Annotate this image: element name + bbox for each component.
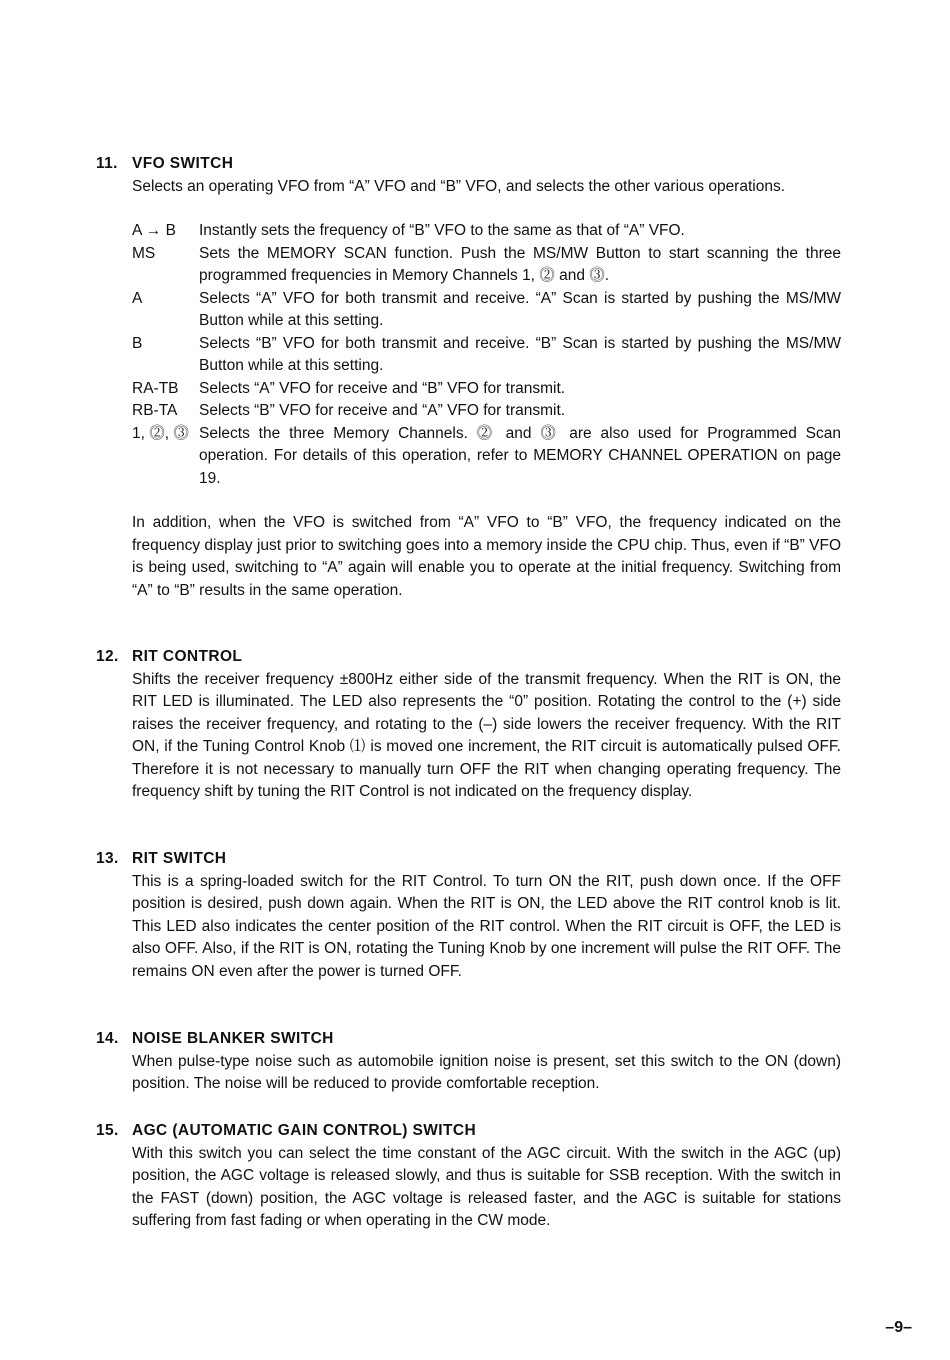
option-row: [132, 288, 841, 333]
section-heading: [96, 646, 841, 669]
option-row: [132, 423, 841, 491]
option-list: [132, 220, 841, 490]
section-paragraph: When pulse-type noise such as automobile ignition noise is present, set this switch to the ON (down) position. The noise will be reduced to provide comfortable reception.: [132, 1052, 841, 1092]
option-key: RA-TB: [132, 379, 179, 397]
option-row: [132, 243, 841, 288]
section-rit-control: [96, 646, 841, 804]
option-description: Selects “A” VFO for receive and “B” VFO for transmit.: [199, 379, 566, 397]
option-description: Sets the MEMORY SCAN function. Push the MS/MW Button to start scanning the three programmed frequencies in Memory Channels 1, ⓶ and ⓷.: [199, 244, 841, 284]
option-description: Selects “A” VFO for both transmit and receive. “A” Scan is started by pushing the MS/MW Button while at this setting.: [199, 289, 841, 329]
page-number: –9–: [885, 1319, 912, 1336]
option-key: A → B: [132, 222, 176, 239]
option-key: A: [132, 289, 143, 307]
section-body: [132, 1143, 841, 1233]
section-title: NOISE BLANKER SWITCH: [132, 1030, 334, 1047]
section-vfo-switch: [96, 153, 841, 602]
section-title: RIT CONTROL: [132, 648, 243, 665]
section-agc-switch: [96, 1120, 841, 1233]
option-row: [132, 333, 841, 378]
option-key: RB-TA: [132, 402, 178, 419]
option-row: [132, 220, 841, 243]
section-paragraph: With this switch you can select the time constant of the AGC circuit. With the switch in the AGC (up) position, the AGC voltage is released slowly, and thus is suitable for SSB reception. With the switch in the FAST (down) position, the AGC voltage is released faster, and the AGC is suitable for stations suffering from fast fading or when operating in the CW mode.: [132, 1144, 841, 1229]
option-key: MS: [132, 244, 156, 262]
section-noise-blanker-switch: [96, 1028, 841, 1096]
section-rit-switch: [96, 848, 841, 983]
option-key: 1, ⓶, ⓷: [132, 424, 189, 442]
section-heading: [96, 848, 841, 871]
section-body: [132, 176, 841, 603]
option-row: [132, 400, 841, 423]
section-number: 14.: [96, 1030, 119, 1047]
section-number: 12.: [96, 648, 119, 665]
option-description: Selects the three Memory Channels. ⓶ and ⓷ are also used for Programmed Scan operation. For details of this operation, refer to MEMORY CHANNEL OPERATION on page 19.: [199, 424, 841, 487]
section-body: [132, 871, 841, 984]
section-number: 13.: [96, 850, 119, 867]
section-body: [132, 669, 841, 804]
section-title: VFO SWITCH: [132, 155, 234, 172]
section-title: RIT SWITCH: [132, 850, 227, 867]
section-paragraph: This is a spring-loaded switch for the RIT Control. To turn ON the RIT, push down once. If the OFF position is desired, push down again. When the RIT is ON, the LED above the RIT control knob is lit. This LED also indicates the center position of the RIT control. When the RIT circuit is OFF, the LED is also OFF. Also, if the RIT is ON, rotating the Tuning Knob by one increment will pulse the RIT OFF. The remains ON even after the power is turned OFF.: [132, 872, 841, 980]
option-description: Selects “B” VFO for receive and “A” VFO for transmit.: [199, 402, 566, 419]
section-body: [132, 1051, 841, 1096]
section-number: 11.: [96, 155, 118, 172]
section-heading: [96, 1120, 841, 1143]
section-title: AGC (AUTOMATIC GAIN CONTROL) SWITCH: [132, 1122, 477, 1139]
option-description: Selects “B” VFO for both transmit and receive. “B” Scan is started by pushing the MS/MW Button while at this setting.: [199, 334, 841, 374]
section-number: 15.: [96, 1122, 119, 1139]
section-heading: [96, 1028, 841, 1051]
section-paragraph: Shifts the receiver frequency ±800Hz either side of the transmit frequency. When the RIT is ON, the RIT LED is illuminated. The LED also represents the “0” position. Rotating the control to the (+) side raises the receiver frequency, and rotating to the (–) side lowers the receiver frequency. With the RIT ON, if the Tuning Control Knob ⑴ is moved one increment, the RIT circuit is automatically pulsed OFF. Therefore it is not necessary to manually turn OFF the RIT when changing operating frequency. The frequency shift by tuning the RIT Control is not indicated on the frequency display.: [132, 670, 841, 800]
option-key: B: [132, 334, 143, 352]
option-description: Instantly sets the frequency of “B” VFO to the same as that of “A” VFO.: [199, 222, 685, 239]
option-row: [132, 378, 841, 401]
section-outro: In addition, when the VFO is switched from “A” VFO to “B” VFO, the frequency indicated on the frequency display just prior to switching goes into a memory inside the CPU chip. Thus, even if “B” VFO is being used, switching to “A” again will enable you to operate at the initial frequency. Switching from “A” to “B” results in the same operation.: [132, 514, 841, 599]
section-heading: [96, 153, 841, 176]
section-intro: Selects an operating VFO from “A” VFO and “B” VFO, and selects the other various operations.: [132, 177, 786, 195]
